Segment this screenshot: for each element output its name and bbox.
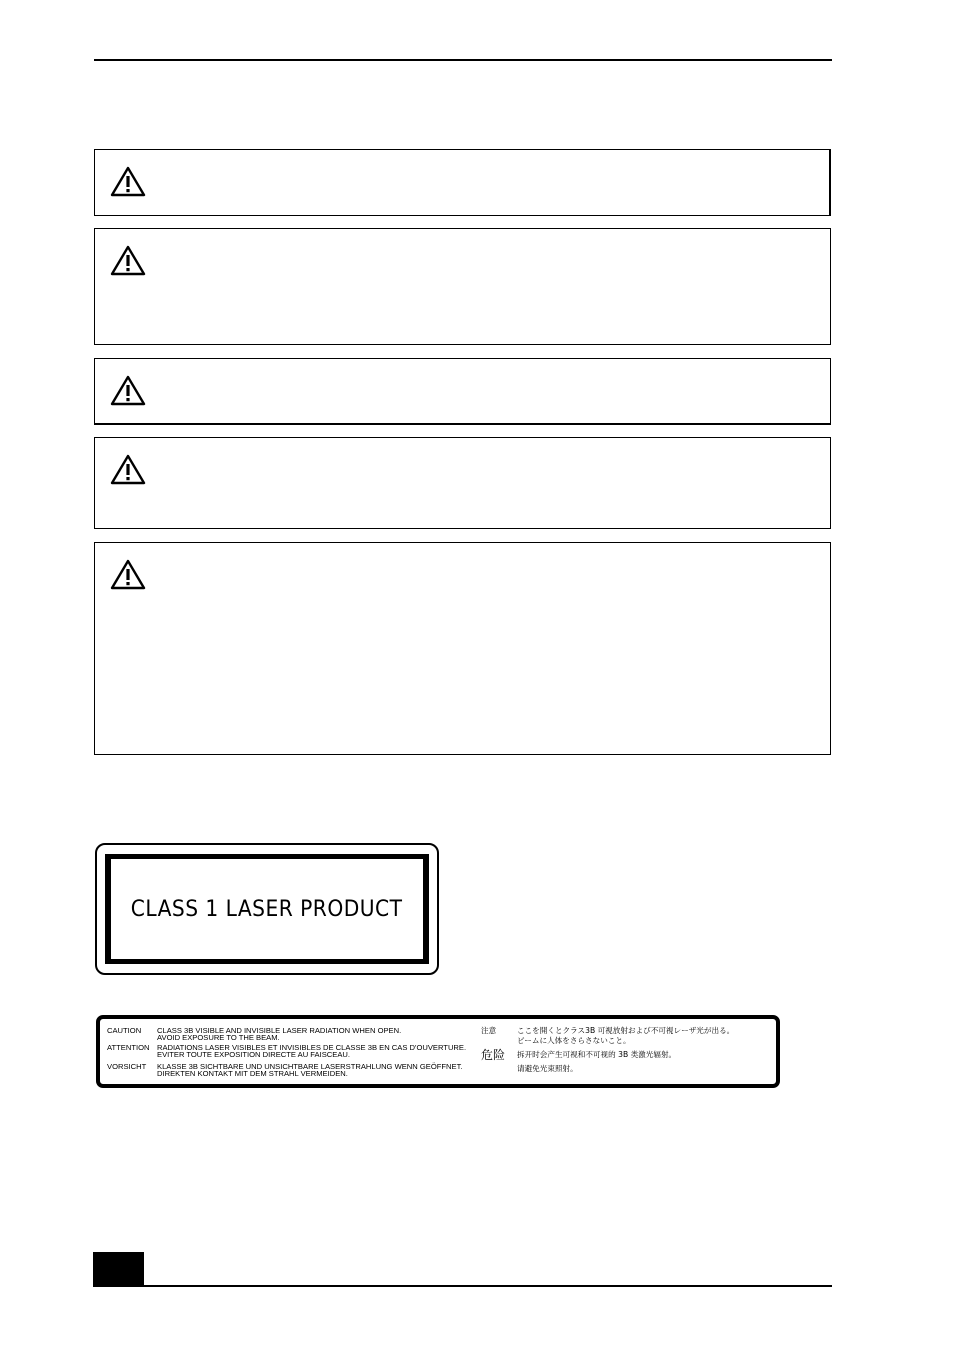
chinese-danger-label: 危险 [481,1048,506,1062]
vorsicht-line-2: DIREKTEN KONTAKT MIT DEM STRAHL VERMEIDEN. [157,1069,348,1078]
attention-label: ATTENTION [107,1043,150,1052]
warning-box [94,228,831,345]
caution-label: CAUTION [107,1026,142,1035]
vorsicht-line-1: KLASSE 3B SICHTBARE UND UNSICHTBARE LASERSTRAHLUNG WENN GEÖFFNET. [157,1062,463,1071]
warning-triangle-icon [110,244,146,276]
vorsicht-label: VORSICHT [107,1062,147,1071]
class1-label-text: CLASS 1 LASER PRODUCT [131,896,403,922]
warning-box [94,542,831,755]
japanese-caution-label: 注意 [481,1026,497,1035]
footer-rule [144,1285,832,1287]
warning-triangle-icon [110,558,146,590]
warning-box [94,437,831,529]
warning-triangle-icon [110,453,146,485]
caution-line-1: CLASS 3B VISIBLE AND INVISIBLE LASER RADIATION WHEN OPEN. [157,1026,402,1035]
japanese-line-2: ビームに人体をさらさないこと。 [517,1036,631,1045]
class1-laser-product-label [95,843,439,975]
page-number-tab [93,1252,144,1287]
attention-line-1: RADIATIONS LASER VISIBLES ET INVISIBLES DE CLASSE 3B EN CAS D'OUVERTURE. [157,1043,467,1052]
header-rule [94,59,832,61]
caution-line-2: AVOID EXPOSURE TO THE BEAM. [157,1033,280,1042]
warning-triangle-icon [110,374,146,406]
label-inner [111,859,423,959]
chinese-line-2: 请避免光束照射。 [517,1064,578,1073]
warning-box [94,149,831,216]
chinese-line-1: 拆开时会产生可视和不可视的 3B 类激光辐射。 [517,1050,677,1059]
japanese-line-1: ここを開くとクラス3B 可視放射および不可視レーザ光が出る。 [517,1026,735,1035]
attention-line-2: EVITER TOUTE EXPOSITION DIRECTE AU FAISCEAU. [157,1050,350,1059]
laser-radiation-warning-label [96,1015,780,1088]
warning-box [94,358,831,425]
warning-triangle-icon [110,165,146,197]
